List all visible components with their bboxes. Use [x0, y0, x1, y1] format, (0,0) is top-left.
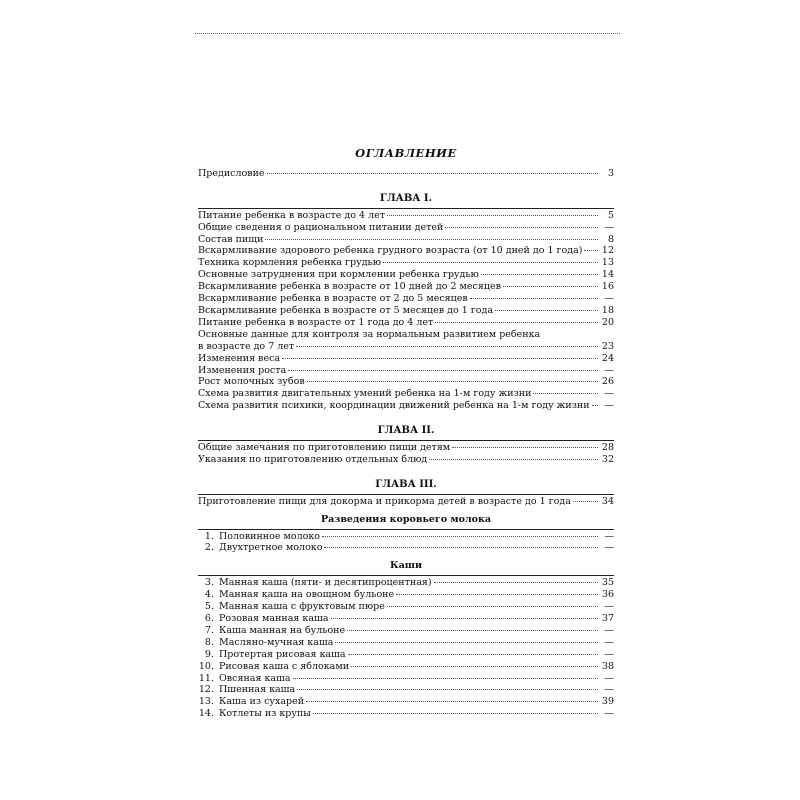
toc-entry[interactable]	[198, 589, 614, 601]
entry-title: Приготовление пищи для докорма и прикорма детей в возрасте до 1 года	[198, 495, 571, 507]
toc-entry[interactable]	[198, 442, 614, 454]
entry-title: Изменения веса	[198, 352, 281, 364]
entry-title: Техника кормления ребенка грудью	[198, 257, 382, 269]
entry-page: 28	[601, 442, 614, 454]
entry-page: 16	[601, 281, 614, 293]
dot-leader	[282, 358, 598, 359]
toc-entry[interactable]	[198, 317, 614, 329]
toc-entry-wrapped[interactable]	[198, 329, 614, 353]
toc-entry[interactable]	[198, 376, 614, 388]
toc-entry[interactable]	[198, 625, 614, 637]
entry-page: 23	[601, 340, 614, 352]
toc-entry[interactable]	[198, 577, 614, 589]
dot-leader	[387, 215, 598, 216]
entry-title: Котлеты из крупы	[219, 708, 311, 720]
chapter-1-heading: ГЛАВА I.	[379, 192, 433, 204]
toc-entry[interactable]	[198, 210, 614, 222]
toc-entry[interactable]	[198, 673, 614, 685]
toc-entry[interactable]	[198, 269, 614, 281]
entry-title: Овсяная каша	[219, 672, 291, 684]
entry-page: —	[604, 400, 614, 412]
dot-leader	[495, 310, 598, 311]
entry-title-line1: Основные данные для контроля за нормальным развитием ребенка	[198, 328, 541, 340]
toc-entry[interactable]	[198, 542, 614, 554]
entry-number: 10.	[198, 660, 214, 672]
toc-entry[interactable]	[198, 305, 614, 317]
entry-number: 9.	[204, 648, 214, 660]
entry-title: Вскармливание здорового ребенка грудного возраста (от 10 дней до 1 года)	[198, 245, 583, 257]
dot-leader	[296, 346, 598, 347]
entry-title: Вскармливание ребенка в возрасте от 5 месяцев до 1 года	[198, 304, 493, 316]
toc-entry[interactable]	[198, 661, 614, 673]
toc-page	[198, 148, 614, 720]
entry-title: Питание ребенка в возрасте от 1 года до 4 лет	[198, 316, 434, 328]
dot-leader	[351, 666, 598, 667]
entry-title: Вскармливание ребенка в возрасте от 10 дней до 2 месяцев	[198, 281, 501, 293]
entry-page: —	[604, 624, 614, 636]
toc-entry[interactable]	[198, 365, 614, 377]
entry-number: 3.	[204, 577, 214, 589]
dot-leader	[429, 459, 598, 460]
entry-title: Схема развития психики, координации движений ребенка на 1-м году жизни	[198, 400, 590, 412]
dot-leader	[481, 274, 598, 275]
entry-page: 36	[601, 589, 614, 601]
entry-page: 32	[601, 453, 614, 465]
entry-title: Половинное молоко	[219, 530, 320, 542]
entry-page: —	[604, 636, 614, 648]
entry-page: 14	[601, 269, 614, 281]
entry-page: 5	[607, 209, 614, 221]
toc-entry[interactable]	[198, 637, 614, 649]
entry-number: 4.	[204, 589, 214, 601]
entry-page: —	[604, 648, 614, 660]
top-dotted-rule	[195, 33, 620, 34]
toc-entry[interactable]	[198, 353, 614, 365]
entry-page: 26	[601, 376, 614, 388]
dot-leader	[533, 393, 598, 394]
dot-leader	[313, 713, 598, 714]
dot-leader	[335, 642, 598, 643]
toc-entry[interactable]	[198, 649, 614, 661]
entry-page: —	[604, 530, 614, 542]
entry-number: 7.	[204, 624, 214, 636]
chapter-2-heading: ГЛАВА II.	[377, 425, 435, 437]
toc-entry-preface[interactable]	[198, 168, 614, 180]
dot-leader	[383, 262, 598, 263]
toc-entry[interactable]	[198, 257, 614, 269]
dot-leader	[347, 630, 598, 631]
entry-page: 3	[607, 167, 614, 179]
dot-leader	[267, 173, 598, 174]
dot-leader	[324, 547, 598, 548]
chapter-1-list	[198, 208, 614, 412]
entry-title: Манная каша (пяти- и десятипроцентная)	[219, 577, 432, 589]
milk-list	[198, 529, 614, 555]
entry-number: 5.	[204, 601, 214, 613]
toc-entry[interactable]	[198, 531, 614, 543]
porridge-list	[198, 575, 614, 720]
entry-page: —	[604, 684, 614, 696]
toc-entry[interactable]	[198, 613, 614, 625]
entry-number: 13.	[198, 696, 214, 708]
entry-page: 8	[607, 233, 614, 245]
entry-page: 18	[601, 304, 614, 316]
entry-number: 6.	[204, 613, 214, 624]
entry-page: —	[604, 221, 614, 233]
entry-title: Рост молочных зубов	[198, 376, 305, 388]
entry-page: —	[604, 672, 614, 684]
entry-title: Манная каша с фруктовым пюре	[219, 601, 385, 613]
entry-title: Основные затруднения при кормлении ребенка грудью	[198, 269, 479, 281]
entry-title: Протертая рисовая каша	[219, 648, 346, 660]
toc-entry[interactable]	[198, 388, 614, 400]
dot-leader	[396, 594, 598, 595]
entry-title: Каша из сухарей	[219, 696, 305, 708]
dot-leader	[348, 654, 598, 655]
dot-leader	[322, 536, 598, 537]
toc-entry[interactable]	[198, 496, 614, 508]
entry-title: Общие сведения о рациональном питании детей	[198, 221, 444, 233]
entry-page: —	[604, 708, 614, 720]
page-title: ОГЛАВЛЕНИЕ	[355, 146, 457, 160]
dot-leader	[288, 370, 598, 371]
entry-title: Указания по приготовлению отдельных блюд	[198, 453, 428, 465]
entry-page: —	[604, 601, 614, 613]
entry-number: 12.	[198, 684, 214, 696]
dot-leader	[470, 298, 598, 299]
entry-number: 14.	[198, 708, 214, 720]
entry-title: Пшенная каша	[219, 684, 296, 696]
dot-leader	[503, 286, 598, 287]
entry-page: 39	[601, 696, 614, 708]
dot-leader	[297, 689, 598, 690]
entry-title: Состав пищи	[198, 233, 264, 245]
entry-page: 12	[601, 245, 614, 257]
toc-entry[interactable]	[198, 281, 614, 293]
toc-entry[interactable]	[198, 400, 614, 412]
dot-leader	[434, 582, 598, 583]
toc-entry[interactable]	[198, 454, 614, 466]
dot-leader	[435, 322, 598, 323]
entry-number: 8.	[204, 636, 214, 648]
toc-entry[interactable]	[198, 708, 614, 720]
entry-page: —	[604, 388, 614, 400]
toc-entry[interactable]	[198, 293, 614, 305]
dot-leader	[307, 381, 598, 382]
entry-page: 24	[601, 352, 614, 364]
milk-subheading: Разведения коровьего молока	[320, 513, 492, 525]
entry-title: Схема развития двигательных умений ребенка на 1-м году жизни	[198, 388, 532, 400]
toc-entry[interactable]	[198, 684, 614, 696]
dot-leader	[331, 618, 598, 619]
entry-page: 37	[601, 613, 614, 624]
entry-title: Розовая манная каша	[219, 613, 329, 624]
dot-leader	[387, 606, 598, 607]
entry-title: Двухтретное молоко	[219, 542, 323, 554]
entry-page: 35	[601, 577, 614, 589]
dot-leader	[293, 678, 598, 679]
dot-leader	[584, 250, 598, 251]
entry-title: Манная каша на овощном бульоне	[219, 589, 395, 601]
toc-entry[interactable]	[198, 234, 614, 246]
dot-leader	[265, 239, 598, 240]
entry-page: —	[604, 364, 614, 376]
entry-page: 20	[601, 316, 614, 328]
chapter-3-intro	[198, 494, 614, 508]
entry-title: Предисловие	[198, 167, 265, 179]
entry-number: 1.	[204, 530, 214, 542]
entry-page: 38	[601, 660, 614, 672]
entry-page: —	[604, 293, 614, 305]
dot-leader	[306, 701, 598, 702]
entry-title-line2: в возрасте до 7 лет	[198, 340, 295, 352]
porridge-subheading: Каши	[389, 560, 423, 572]
dot-leader	[573, 501, 598, 502]
dot-leader	[445, 227, 598, 228]
entry-title: Каша манная на бульоне	[219, 624, 346, 636]
entry-page: 34	[601, 495, 614, 507]
toc-entry[interactable]	[198, 245, 614, 257]
entry-page: —	[604, 542, 614, 554]
chapter-3-heading: ГЛАВА III.	[375, 478, 437, 490]
entry-page: 13	[601, 257, 614, 269]
toc-entry[interactable]	[198, 222, 614, 234]
entry-number: 2.	[204, 542, 214, 554]
entry-title: Масляно-мучная каша	[219, 636, 334, 648]
toc-entry[interactable]	[198, 601, 614, 613]
dot-leader	[592, 405, 598, 406]
chapter-2-list	[198, 440, 614, 466]
entry-title: Рисовая каша с яблоками	[219, 660, 350, 672]
dot-leader	[452, 447, 598, 448]
entry-title: Вскармливание ребенка в возрасте от 2 до 5 месяцев	[198, 293, 468, 305]
toc-entry[interactable]	[198, 696, 614, 708]
entry-title: Питание ребенка в возрасте до 4 лет	[198, 209, 385, 221]
entry-title: Общие замечания по приготовлению пищи детям	[198, 442, 451, 454]
entry-title: Изменения роста	[198, 364, 287, 376]
entry-number: 11.	[198, 672, 214, 684]
